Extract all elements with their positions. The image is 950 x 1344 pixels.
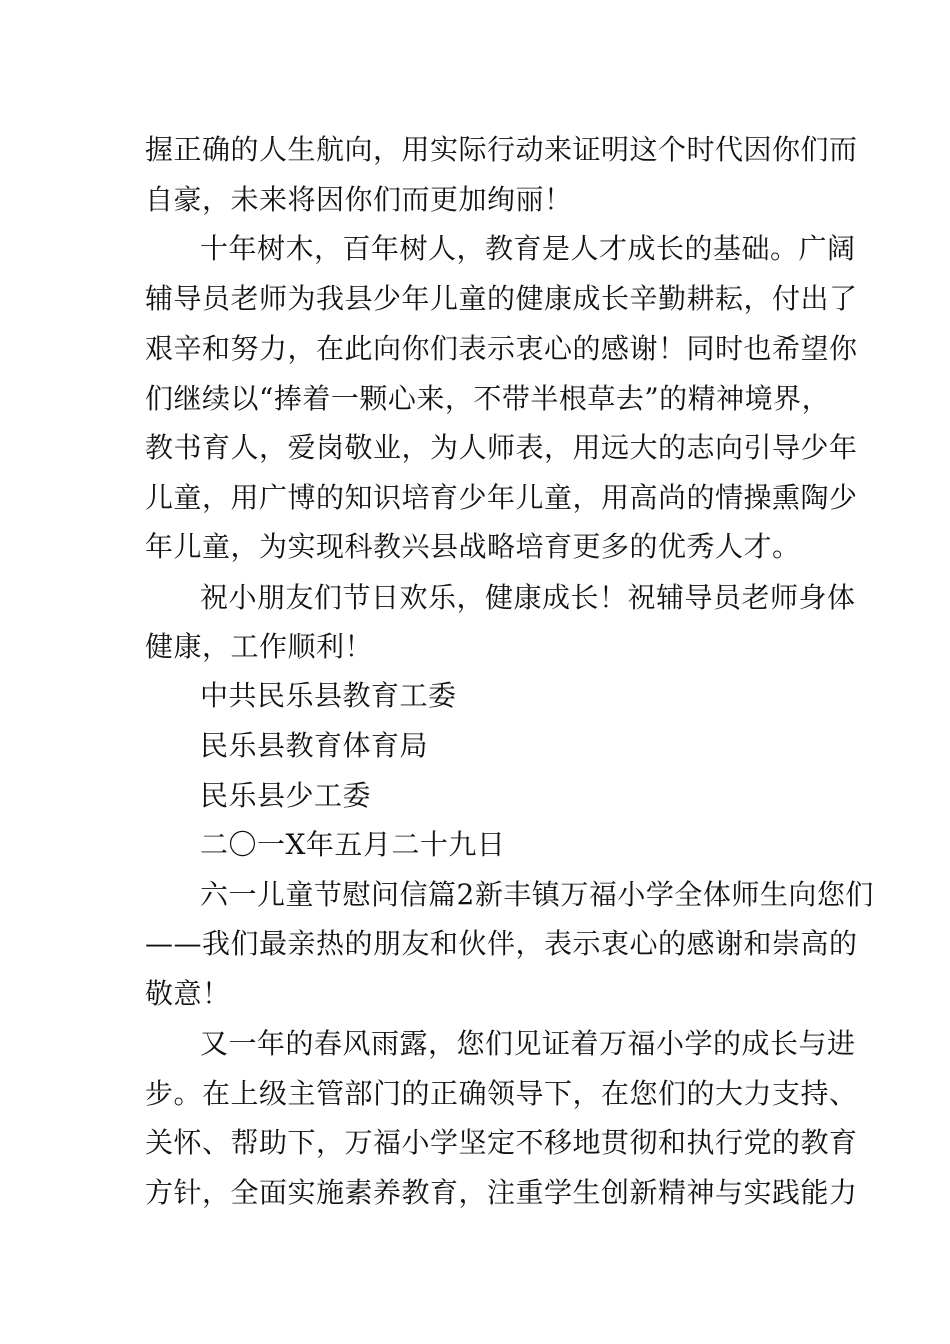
text-line-18: 敬意！ — [145, 977, 231, 1010]
signature-line-2: 民乐县教育体育局 — [200, 729, 429, 762]
text-line-5: 艰辛和努力，在此向你们表示衷心的感谢！同时也希望你 — [145, 332, 858, 365]
date-line: 二〇一X年五月二十九日 — [200, 828, 506, 861]
text-line-7: 教书育人，爱岗敬业，为人师表，用远大的志向引导少年 — [145, 431, 858, 464]
text-line-4: 辅导员老师为我县少年儿童的健康成长辛勤耕耘，付出了 — [145, 282, 858, 315]
text-line-16: 六一儿童节慰问信篇2新丰镇万福小学全体师生向您们 — [200, 878, 874, 911]
text-line-2: 自豪，未来将因你们而更加绚丽！ — [145, 183, 573, 216]
text-line-3: 十年树木，百年树人，教育是人才成长的基础。广阔 — [200, 232, 856, 265]
text-line-19: 又一年的春风雨露，您们见证着万福小学的成长与进 — [200, 1027, 856, 1060]
text-line-20: 步。在上级主管部门的正确领导下，在您们的大力支持、 — [145, 1077, 858, 1110]
text-line-9: 年儿童，为实现科教兴县战略培育更多的优秀人才。 — [145, 530, 801, 563]
signature-line-1: 中共民乐县教育工委 — [200, 679, 457, 712]
text-line-17: ——我们最亲热的朋友和伙伴，表示衷心的感谢和崇高的 — [145, 927, 858, 960]
text-line-8: 儿童，用广博的知识培育少年儿童，用高尚的情操熏陶少 — [145, 481, 858, 514]
text-line-10: 祝小朋友们节日欢乐，健康成长！祝辅导员老师身体 — [200, 581, 856, 614]
text-line-21: 关怀、帮助下，万福小学坚定不移地贯彻和执行党的教育 — [145, 1126, 858, 1159]
text-line-11: 健康，工作顺利！ — [145, 630, 374, 663]
text-line-6: 们继续以“捧着一颗心来，不带半根草去”的精神境界， — [145, 382, 831, 415]
text-line-22: 方针，全面实施素养教育，注重学生创新精神与实践能力 — [145, 1176, 858, 1209]
text-line-1: 握正确的人生航向，用实际行动来证明这个时代因你们而 — [145, 133, 858, 166]
signature-line-3: 民乐县少工委 — [200, 779, 372, 812]
